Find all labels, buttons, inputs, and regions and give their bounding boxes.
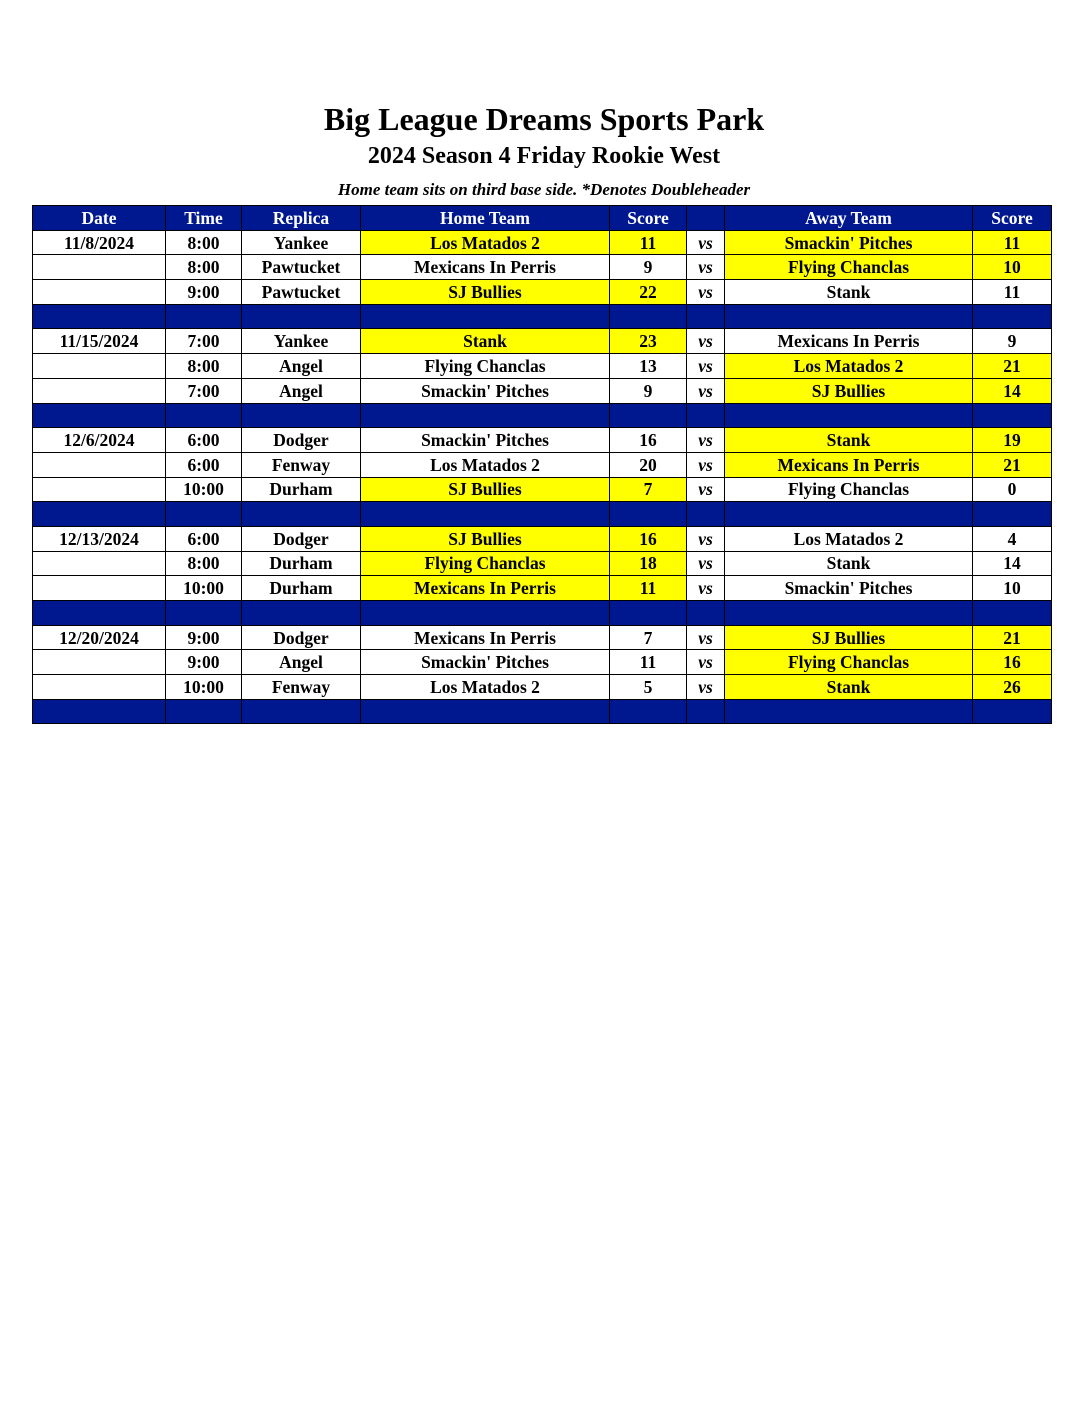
header-row bbox=[33, 206, 1052, 231]
separator-cell bbox=[361, 403, 610, 428]
separator-cell bbox=[242, 601, 361, 626]
game-time: 10:00 bbox=[166, 675, 242, 700]
vs-label: vs bbox=[687, 625, 725, 650]
vs-label: vs bbox=[687, 329, 725, 354]
game-time: 6:00 bbox=[166, 452, 242, 477]
vs-label: vs bbox=[687, 576, 725, 601]
game-replica: Durham bbox=[242, 576, 361, 601]
schedule-table bbox=[32, 205, 1052, 724]
home-team: Flying Chanclas bbox=[361, 354, 610, 379]
separator-cell bbox=[242, 403, 361, 428]
game-replica: Durham bbox=[242, 551, 361, 576]
vs-label: vs bbox=[687, 428, 725, 453]
away-score: 21 bbox=[973, 452, 1052, 477]
game-replica: Angel bbox=[242, 650, 361, 675]
separator-cell bbox=[973, 304, 1052, 329]
separator-cell bbox=[610, 699, 687, 724]
home-team: Los Matados 2 bbox=[361, 675, 610, 700]
game-row bbox=[33, 675, 1052, 700]
col-header-away-score: Score bbox=[973, 206, 1052, 231]
away-team: Los Matados 2 bbox=[725, 354, 973, 379]
separator-cell bbox=[687, 601, 725, 626]
separator-cell bbox=[166, 403, 242, 428]
away-score: 16 bbox=[973, 650, 1052, 675]
separator-cell bbox=[33, 601, 166, 626]
separator-cell bbox=[687, 403, 725, 428]
home-score: 23 bbox=[610, 329, 687, 354]
home-team: SJ Bullies bbox=[361, 526, 610, 551]
game-time: 6:00 bbox=[166, 428, 242, 453]
game-time: 8:00 bbox=[166, 354, 242, 379]
separator-cell bbox=[973, 601, 1052, 626]
separator-cell bbox=[610, 403, 687, 428]
page-title: Big League Dreams Sports Park bbox=[323, 101, 765, 137]
separator-cell bbox=[973, 502, 1052, 527]
game-date: 11/8/2024 bbox=[33, 230, 166, 255]
away-score: 4 bbox=[973, 526, 1052, 551]
game-row bbox=[33, 551, 1052, 576]
game-date: 12/6/2024 bbox=[33, 428, 166, 453]
col-header-vs bbox=[687, 206, 725, 231]
col-header-replica: Replica bbox=[242, 206, 361, 231]
game-replica: Dodger bbox=[242, 428, 361, 453]
separator-cell bbox=[973, 699, 1052, 724]
vs-label: vs bbox=[687, 650, 725, 675]
home-score: 9 bbox=[610, 378, 687, 403]
game-date bbox=[33, 378, 166, 403]
separator-cell bbox=[610, 601, 687, 626]
away-team: Flying Chanclas bbox=[725, 650, 973, 675]
game-row bbox=[33, 526, 1052, 551]
home-score: 7 bbox=[610, 477, 687, 502]
vs-label: vs bbox=[687, 675, 725, 700]
game-time: 9:00 bbox=[166, 650, 242, 675]
home-score: 9 bbox=[610, 255, 687, 280]
game-date bbox=[33, 354, 166, 379]
away-score: 11 bbox=[973, 280, 1052, 305]
game-replica: Pawtucket bbox=[242, 280, 361, 305]
away-score: 0 bbox=[973, 477, 1052, 502]
away-team: Flying Chanclas bbox=[725, 477, 973, 502]
game-time: 9:00 bbox=[166, 625, 242, 650]
game-time: 6:00 bbox=[166, 526, 242, 551]
separator-cell bbox=[33, 403, 166, 428]
game-time: 8:00 bbox=[166, 255, 242, 280]
game-row bbox=[33, 428, 1052, 453]
game-replica: Durham bbox=[242, 477, 361, 502]
away-team: Stank bbox=[725, 551, 973, 576]
game-row bbox=[33, 255, 1052, 280]
vs-label: vs bbox=[687, 378, 725, 403]
week-separator-row bbox=[33, 403, 1052, 428]
home-team: Los Matados 2 bbox=[361, 452, 610, 477]
game-replica: Angel bbox=[242, 354, 361, 379]
separator-cell bbox=[725, 304, 973, 329]
game-replica: Dodger bbox=[242, 526, 361, 551]
separator-cell bbox=[687, 699, 725, 724]
home-team: SJ Bullies bbox=[361, 477, 610, 502]
game-date bbox=[33, 280, 166, 305]
game-row bbox=[33, 477, 1052, 502]
game-time: 10:00 bbox=[166, 576, 242, 601]
game-replica: Fenway bbox=[242, 452, 361, 477]
away-team: Smackin' Pitches bbox=[725, 230, 973, 255]
home-score: 13 bbox=[610, 354, 687, 379]
separator-cell bbox=[242, 502, 361, 527]
game-row bbox=[33, 354, 1052, 379]
home-score: 22 bbox=[610, 280, 687, 305]
col-header-away-team: Away Team bbox=[725, 206, 973, 231]
vs-label: vs bbox=[687, 551, 725, 576]
away-team: Stank bbox=[725, 280, 973, 305]
home-score: 7 bbox=[610, 625, 687, 650]
separator-cell bbox=[166, 699, 242, 724]
away-team: Mexicans In Perris bbox=[725, 329, 973, 354]
game-time: 9:00 bbox=[166, 280, 242, 305]
game-row bbox=[33, 650, 1052, 675]
separator-cell bbox=[361, 601, 610, 626]
separator-cell bbox=[361, 699, 610, 724]
home-score: 20 bbox=[610, 452, 687, 477]
away-team: SJ Bullies bbox=[725, 625, 973, 650]
home-score: 18 bbox=[610, 551, 687, 576]
away-team: Flying Chanclas bbox=[725, 255, 973, 280]
separator-cell bbox=[725, 699, 973, 724]
away-score: 19 bbox=[973, 428, 1052, 453]
home-score: 5 bbox=[610, 675, 687, 700]
away-score: 26 bbox=[973, 675, 1052, 700]
game-date bbox=[33, 650, 166, 675]
home-team: Los Matados 2 bbox=[361, 230, 610, 255]
separator-cell bbox=[33, 502, 166, 527]
away-score: 21 bbox=[973, 354, 1052, 379]
game-date: 12/20/2024 bbox=[33, 625, 166, 650]
schedule-note: Home team sits on third base side. *Denotes Doubleheader bbox=[337, 180, 751, 199]
away-score: 14 bbox=[973, 378, 1052, 403]
vs-label: vs bbox=[687, 526, 725, 551]
separator-cell bbox=[687, 304, 725, 329]
away-score: 14 bbox=[973, 551, 1052, 576]
game-date bbox=[33, 255, 166, 280]
separator-cell bbox=[973, 403, 1052, 428]
separator-cell bbox=[610, 502, 687, 527]
separator-cell bbox=[166, 601, 242, 626]
home-team: Smackin' Pitches bbox=[361, 428, 610, 453]
game-row bbox=[33, 230, 1052, 255]
separator-cell bbox=[361, 304, 610, 329]
game-time: 8:00 bbox=[166, 551, 242, 576]
home-team: SJ Bullies bbox=[361, 280, 610, 305]
home-score: 11 bbox=[610, 650, 687, 675]
game-replica: Yankee bbox=[242, 230, 361, 255]
game-replica: Yankee bbox=[242, 329, 361, 354]
home-team: Mexicans In Perris bbox=[361, 576, 610, 601]
home-team: Smackin' Pitches bbox=[361, 650, 610, 675]
vs-label: vs bbox=[687, 280, 725, 305]
home-team: Mexicans In Perris bbox=[361, 625, 610, 650]
game-replica: Dodger bbox=[242, 625, 361, 650]
week-separator-row bbox=[33, 699, 1052, 724]
separator-cell bbox=[242, 699, 361, 724]
vs-label: vs bbox=[687, 452, 725, 477]
separator-cell bbox=[725, 502, 973, 527]
away-score: 9 bbox=[973, 329, 1052, 354]
away-team: SJ Bullies bbox=[725, 378, 973, 403]
home-score: 16 bbox=[610, 526, 687, 551]
separator-cell bbox=[242, 304, 361, 329]
week-separator-row bbox=[33, 502, 1052, 527]
away-team: Los Matados 2 bbox=[725, 526, 973, 551]
separator-cell bbox=[725, 403, 973, 428]
game-row bbox=[33, 280, 1052, 305]
game-row bbox=[33, 452, 1052, 477]
home-team: Smackin' Pitches bbox=[361, 378, 610, 403]
game-row bbox=[33, 625, 1052, 650]
home-team: Flying Chanclas bbox=[361, 551, 610, 576]
away-team: Mexicans In Perris bbox=[725, 452, 973, 477]
away-team: Stank bbox=[725, 428, 973, 453]
page-subtitle: 2024 Season 4 Friday Rookie West bbox=[367, 143, 721, 169]
separator-cell bbox=[33, 699, 166, 724]
col-header-time: Time bbox=[166, 206, 242, 231]
away-score: 11 bbox=[973, 230, 1052, 255]
vs-label: vs bbox=[687, 255, 725, 280]
game-row bbox=[33, 576, 1052, 601]
separator-cell bbox=[166, 304, 242, 329]
vs-label: vs bbox=[687, 354, 725, 379]
vs-label: vs bbox=[687, 477, 725, 502]
separator-cell bbox=[725, 601, 973, 626]
away-score: 10 bbox=[973, 576, 1052, 601]
game-date bbox=[33, 551, 166, 576]
away-team: Smackin' Pitches bbox=[725, 576, 973, 601]
col-header-home-score: Score bbox=[610, 206, 687, 231]
schedule-body bbox=[33, 230, 1052, 724]
game-replica: Angel bbox=[242, 378, 361, 403]
game-time: 7:00 bbox=[166, 378, 242, 403]
game-time: 8:00 bbox=[166, 230, 242, 255]
col-header-date: Date bbox=[33, 206, 166, 231]
away-score: 21 bbox=[973, 625, 1052, 650]
home-team: Stank bbox=[361, 329, 610, 354]
game-time: 7:00 bbox=[166, 329, 242, 354]
game-row bbox=[33, 329, 1052, 354]
home-score: 11 bbox=[610, 576, 687, 601]
game-row bbox=[33, 378, 1052, 403]
away-team: Stank bbox=[725, 675, 973, 700]
game-date bbox=[33, 452, 166, 477]
separator-cell bbox=[361, 502, 610, 527]
game-date: 11/15/2024 bbox=[33, 329, 166, 354]
separator-cell bbox=[610, 304, 687, 329]
game-time: 10:00 bbox=[166, 477, 242, 502]
game-date bbox=[33, 576, 166, 601]
home-score: 16 bbox=[610, 428, 687, 453]
separator-cell bbox=[687, 502, 725, 527]
home-team: Mexicans In Perris bbox=[361, 255, 610, 280]
separator-cell bbox=[33, 304, 166, 329]
game-replica: Pawtucket bbox=[242, 255, 361, 280]
week-separator-row bbox=[33, 601, 1052, 626]
away-score: 10 bbox=[973, 255, 1052, 280]
week-separator-row bbox=[33, 304, 1052, 329]
separator-cell bbox=[166, 502, 242, 527]
home-score: 11 bbox=[610, 230, 687, 255]
col-header-home-team: Home Team bbox=[361, 206, 610, 231]
vs-label: vs bbox=[687, 230, 725, 255]
game-date bbox=[33, 675, 166, 700]
game-replica: Fenway bbox=[242, 675, 361, 700]
game-date: 12/13/2024 bbox=[33, 526, 166, 551]
game-date bbox=[33, 477, 166, 502]
